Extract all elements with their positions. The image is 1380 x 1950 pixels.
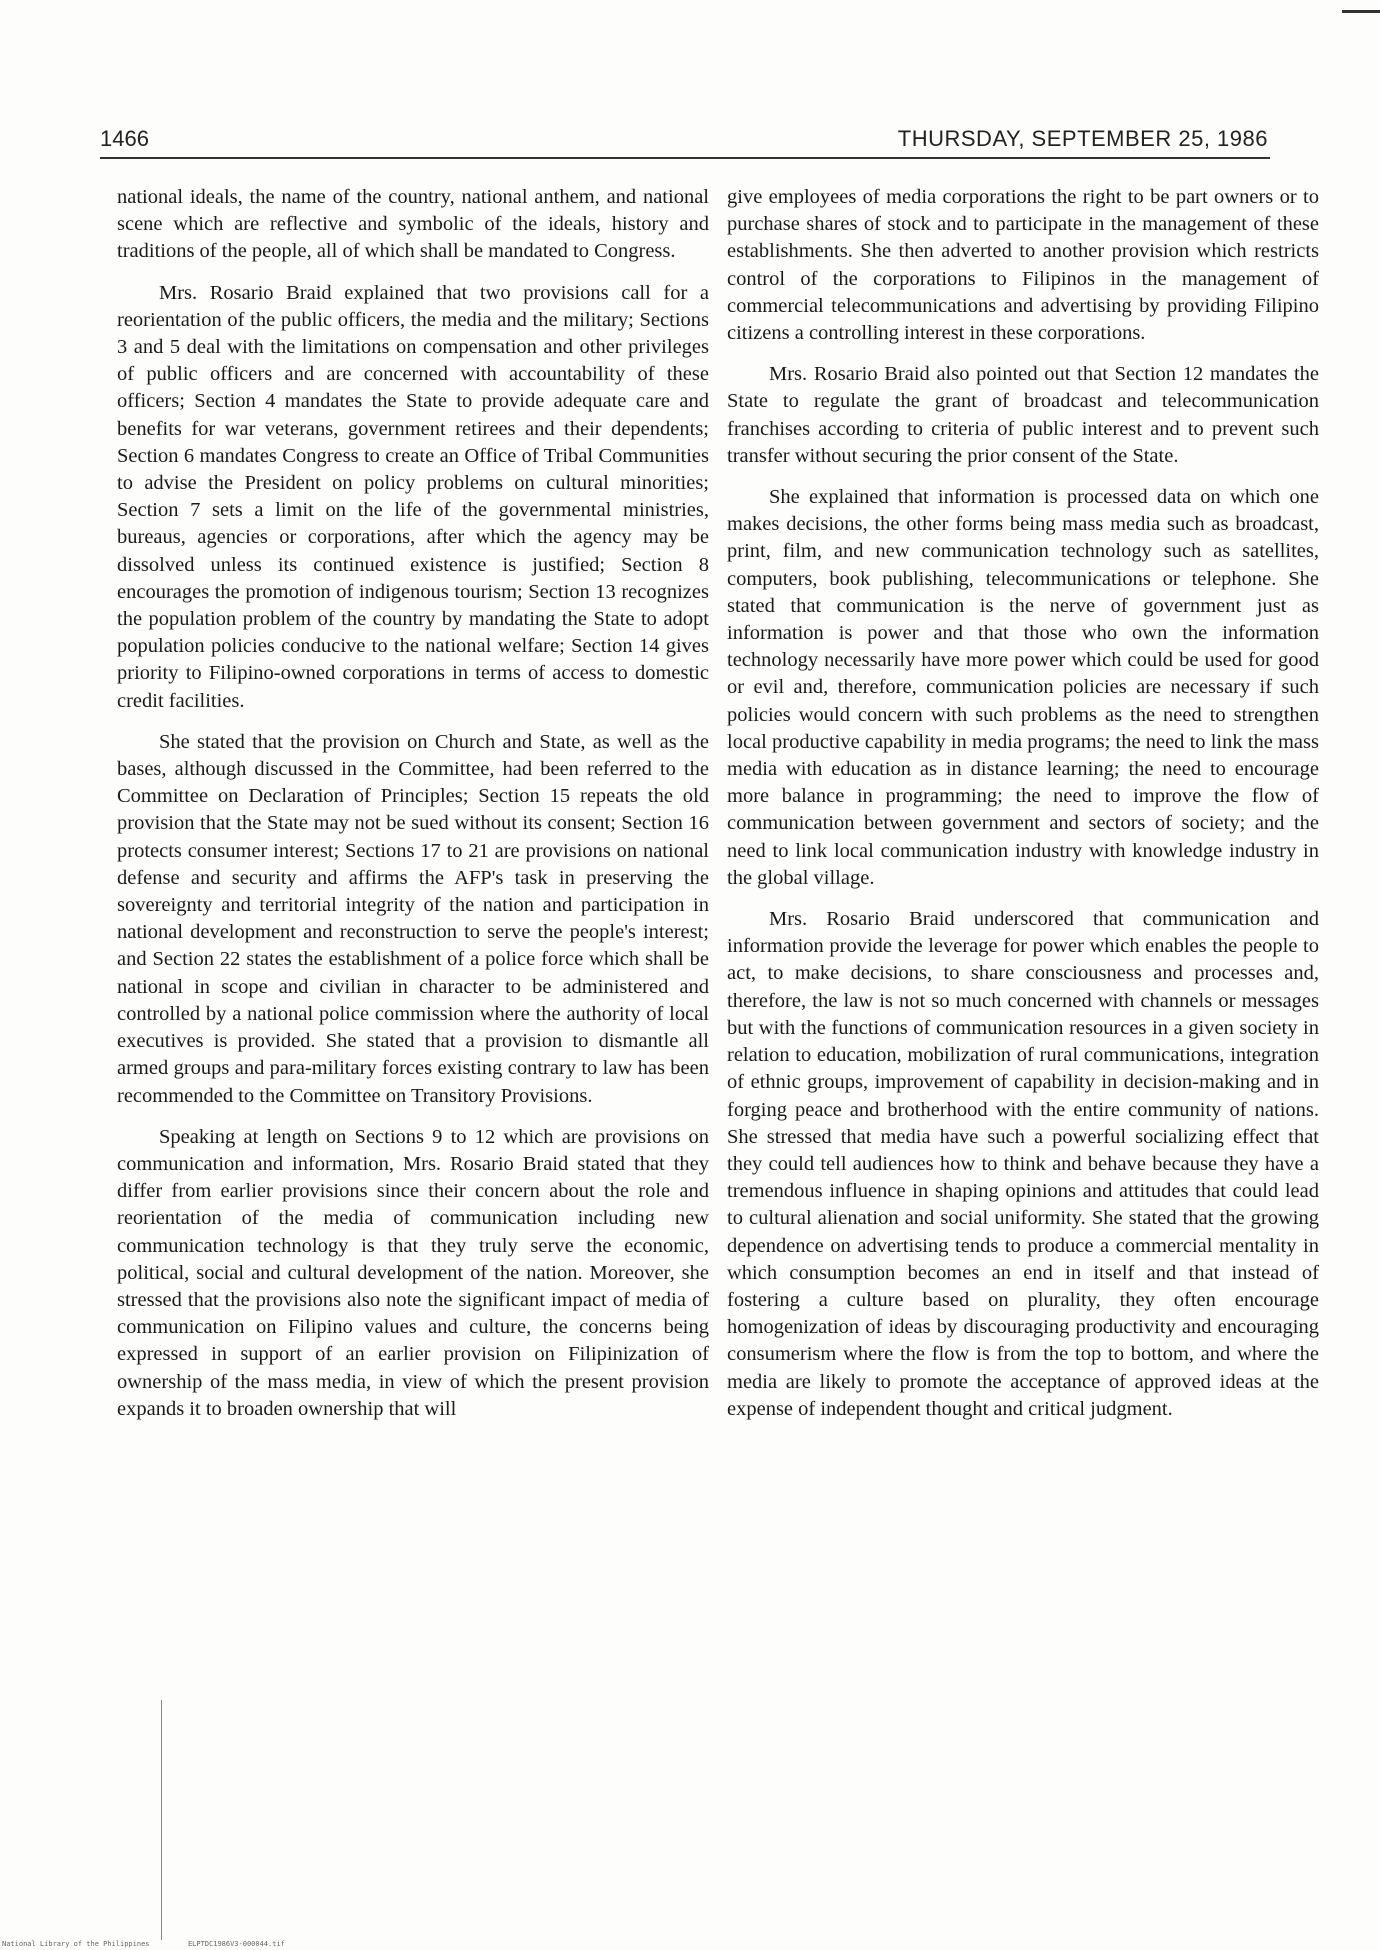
library-stamp: National Library of the Philippines bbox=[2, 1940, 150, 1948]
header-rule bbox=[100, 157, 1270, 159]
page-number: 1466 bbox=[100, 126, 149, 151]
right-column bbox=[727, 184, 1319, 1437]
paragraph: She stated that the provision on Church and State, as well as the bases, although discussed in the Committee, had been referred to the Committee on Declaration of Principles; Section 15 repeats the old provision that the State may not be sued without its consent; Section 16 protects consumer interest; Sections 17 to 21 are provisions on national defense and security and affirms the AFP's task in preserving the sovereignty and territorial integrity of the nation and participation in national development and reconstruction to serve the people's interest; and Section 22 states the establishment of a police force which shall be national in scope and civilian in character to be administered and controlled by a national police commission where the authority of local executives is provided. She stated that a provision to dismantle all armed groups and para-military forces existing contrary to law has been recommended to the Committee on Transitory Provisions. bbox=[117, 730, 709, 1107]
footer-stamp bbox=[2, 1940, 285, 1948]
left-column bbox=[117, 184, 709, 1437]
page-date: THURSDAY, SEPTEMBER 25, 1986 bbox=[897, 126, 1268, 151]
paragraph: Speaking at length on Sections 9 to 12 which are provisions on communication and information, Mrs. Rosario Braid stated that they differ from earlier provisions since their concern about the role and reorientation of the media of communication including new communication technology is that they truly serve the economic, political, social and cultural development of the nation. Moreover, she stressed that the provisions also note the significant impact of media of communication on Filipino values and culture, the concerns being expressed in support of an earlier provision on Filipinization of ownership of the mass media, in view of which the present provision expands it to broaden ownership that will bbox=[117, 1125, 709, 1420]
paragraph: She explained that information is processed data on which one makes decisions, the other forms being mass media such as broadcast, print, film, and new communication technology such as satellites, computers, book publishing, telecommunications or telephone. She stated that communication is the nerve of government just as information is power and that those who own the information technology necessarily have more power which could be used for good or evil and, therefore, communication policies are necessary if such policies would concern with such problems as the need to strengthen local productive capability in media programs; the need to link the mass media with education as in distance learning; the need to encourage more balance in programming; the need to improve the flow of communication between government and sectors of society; and the need to link local communication industry with knowledge industry in the global village. bbox=[727, 486, 1319, 889]
file-stamp: ELPTDC1986V3-000044.tif bbox=[187, 1940, 285, 1948]
scan-stripe bbox=[161, 1700, 162, 1940]
paragraph: Mrs. Rosario Braid underscored that communication and information provide the leverage for power which enables the people to act, to make decisions, to share consciousness and processes and, therefore, the law is not so much concerned with channels or messages but with the functions of communication resources in a given society in relation to education, mobilization of rural communications, integration of ethnic groups, improvement of capability in decision-making and in forging peace and brotherhood with the entire community of nations. She stressed that media have such a powerful socializing effect that they could tell audiences how to think and behave because they have a tremendous influence in shaping opinions and attitudes that could lead to cultural alienation and social uniformity. She stated that the growing dependence on advertising tends to produce a commercial mentality in which consumption becomes an end in itself and that instead of fostering a culture based on plurality, they often encourage homogenization of ideas by discouraging productivity and encouraging consumerism where the flow is from the top to bottom, and where the media are likely to promote the acceptance of approved ideas at the expense of independent thought and critical judgment. bbox=[727, 908, 1319, 1420]
scan-corner-mark bbox=[1342, 10, 1380, 13]
page-header bbox=[100, 126, 1268, 156]
paragraph: Mrs. Rosario Braid explained that two provisions call for a reorientation of the public officers, the media and the military; Sections 3 and 5 deal with the limitations on compensation and other privileges of public officers and are concerned with accountability of these officers; Section 4 mandates the State to provide adequate care and benefits for war veterans, government retirees and their dependents; Section 6 mandates Congress to create an Office of Tribal Communities to advise the President on policy problems on cultural minorities; Section 7 sets a limit on the life of the governmental ministries, bureaus, agencies or corporations, after which the agency may be dissolved unless its continued existence is justified; Section 8 encourages the promotion of indigenous tourism; Section 13 recognizes the population problem of the country by mandating the State to adopt population policies conducive to the national welfare; Section 14 gives priority to Filipino-owned corporations in terms of access to domestic credit facilities. bbox=[117, 281, 709, 712]
paragraph: national ideals, the name of the country, national anthem, and national scene which are reflective and symbolic of the ideals, history and traditions of the people, all of which shall be mandated to Congress. bbox=[117, 186, 709, 263]
paragraph: Mrs. Rosario Braid also pointed out that Section 12 mandates the State to regulate the grant of broadcast and telecommunication franchises according to criteria of public interest and to prevent such transfer without securing the prior consent of the State. bbox=[727, 363, 1319, 467]
paragraph: give employees of media corporations the right to be part owners or to purchase shares of stock and to participate in the management of these establishments. She then adverted to another provision which restricts control of the corporations to Filipinos in the management of commercial telecommunications and advertising by providing Filipino citizens a controlling interest in these corporations. bbox=[727, 186, 1319, 345]
